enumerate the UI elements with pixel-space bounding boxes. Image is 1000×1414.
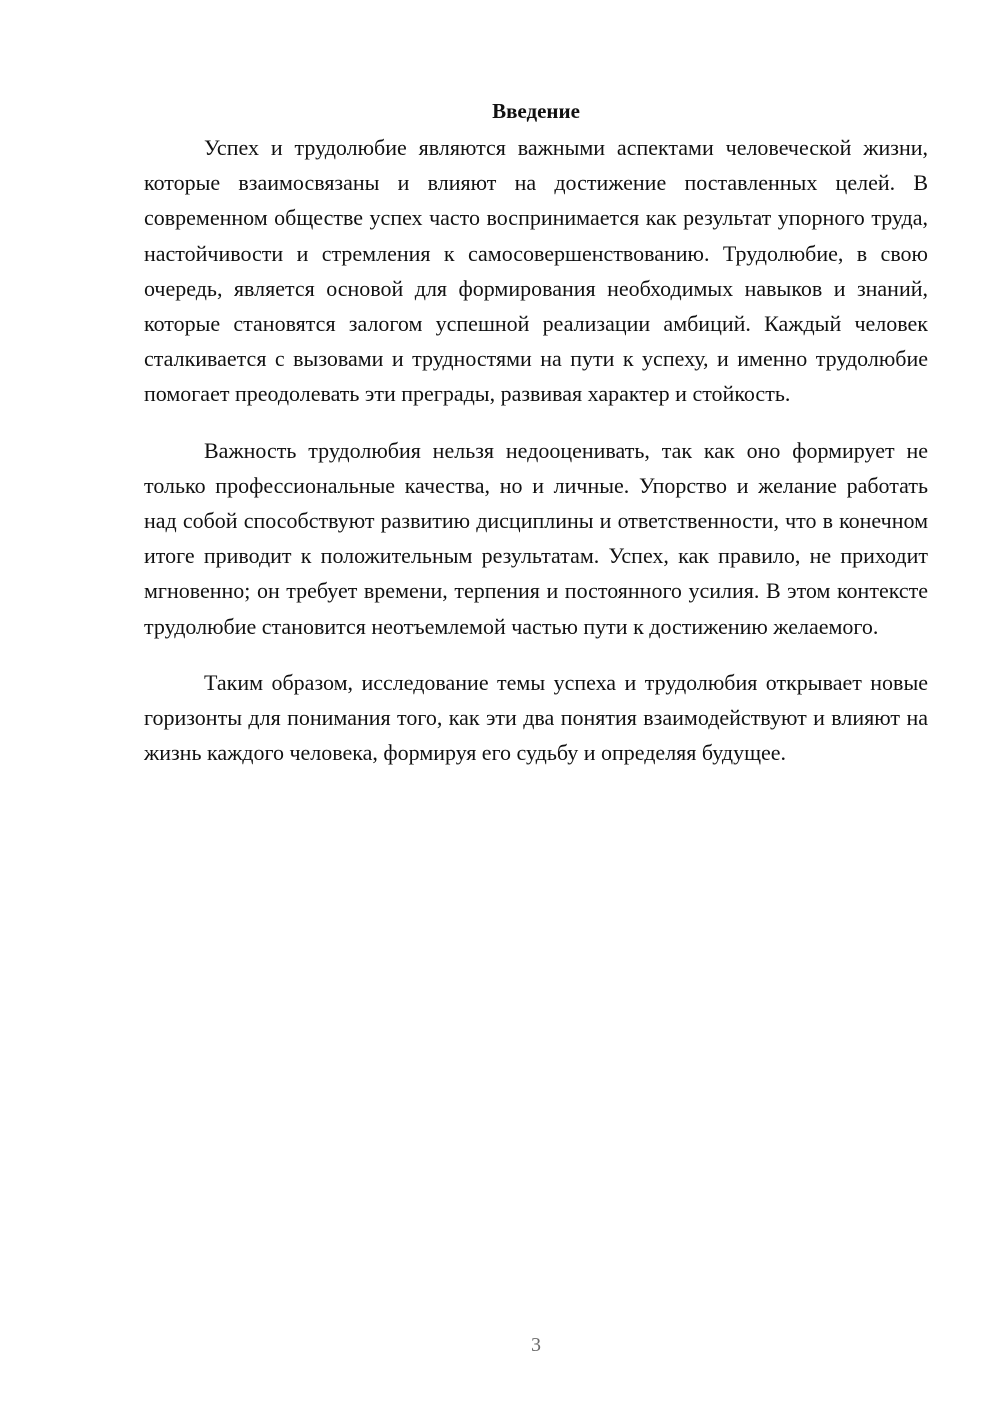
paragraph-2: Важность трудолюбия нельзя недооценивать, так как оно формирует не только профессиональные качества, но и личные. Упорство и желание работать над собой способствуют развитию дисциплины и ответственности, что в конечном итоге приводит к положительным результатам. Успех, как правило, не приходит мгновенно; он требует времени, терпения и постоянного усилия. В этом контексте трудолюбие становится неотъемлемой частью пути к достижению желаемого. [144, 437, 928, 639]
section-title: Введение [492, 99, 580, 123]
page-number: 3 [531, 1334, 541, 1356]
paragraph-1: Успех и трудолюбие являются важными аспектами человеческой жизни, которые взаимосвязаны и влияют на достижение поставленных целей. В современном обществе успех часто воспринимается как результат упорного труда, настойчивости и стремления к самосовершенствованию. Трудолюбие, в свою очередь, является основой для формирования необходимых навыков и знаний, которые становятся залогом успешной реализации амбиций. Каждый человек сталкивается с вызовами и трудностями на пути к успеху, и именно трудолюбие помогает преодолевать эти преграды, развивая характер и стойкость. [144, 135, 928, 407]
page-content [144, 96, 928, 791]
paragraph-3: Таким образом, исследование темы успеха и трудолюбия открывает новые горизонты для понимания того, как эти два понятия взаимодействуют и влияют на жизнь каждого человека, формируя его судьбу и определяя будущее. [144, 669, 928, 766]
